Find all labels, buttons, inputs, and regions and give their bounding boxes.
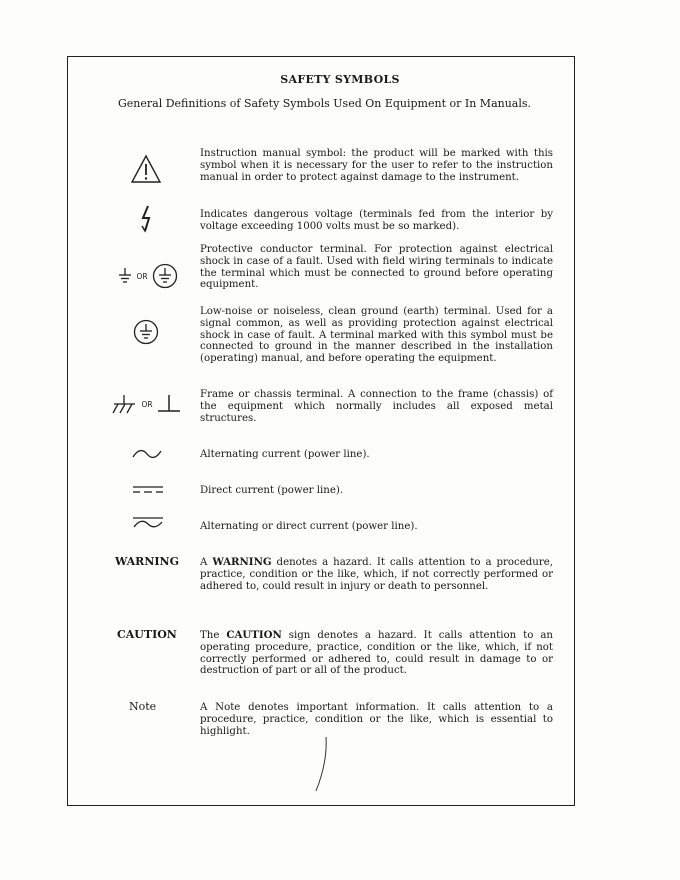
chassis-terminal-icon [157,393,181,415]
entry-text-protective-conductor: Protective conductor terminal. For protection against electrical shock in case of a fault. Used with field wiring terminals to indicate the terminal which must be connected to ground before operating equipment. [200,244,553,291]
caution-text: The CAUTION sign denotes a hazard. It calls attention to an operating procedure, practice, condition or the like, which, if not correctly performed or adhered to, could result in damage to or destruction of part or all of the product. [200,629,553,677]
entry-text-clean-ground: Low-noise or noiseless, clean ground (earth) terminal. Used for a signal common, as well as providing protection against electrical shock in case of fault. A terminal marked with this symbol must be connected to ground in the manner described in the installation (operating) manual, and before operating the equipment. [200,306,553,365]
entry-text-dangerous-voltage: Indicates dangerous voltage (terminals fed from the interior by voltage exceeding 1000 volts must be so marked). [200,209,553,232]
page-subtitle: General Definitions of Safety Symbols Used On Equipment or In Manuals. [118,97,532,110]
entry-text-chassis-terminal: Frame or chassis terminal. A connection to the frame (chassis) of the equipment which normally includes all exposed metal structures. [200,389,553,424]
warning-label: WARNING [115,555,179,568]
dc-icon [130,482,166,496]
page-title: SAFETY SYMBOLS [280,73,400,86]
protective-earth-symbol [112,262,184,290]
note-label: Note [129,700,157,713]
entry-text-ac: Alternating current (power line). [200,449,370,460]
note-text: A Note denotes important information. It calls attention to a procedure, practice, condition or the like, which is essential to highlight. [200,702,553,737]
pen-stroke-mark [308,735,332,795]
or-label: OR [136,271,148,281]
warning-text: A WARNING denotes a hazard. It calls attention to a procedure, practice, condition or the like, which, if not correctly performed or adhered to, could result in injury or death to personnel. [200,556,553,592]
caution-label: CAUTION [117,628,177,641]
entry-text-dc: Direct current (power line). [200,485,344,496]
protective-earth-icon [152,263,178,289]
ac-icon [130,446,164,462]
chassis-terminal-symbol [108,392,184,416]
lightning-bolt-icon [136,204,156,234]
ground-icon [118,267,132,285]
clean-ground-icon [132,318,160,346]
ac-dc-icon [130,514,166,532]
warning-triangle-icon [128,152,164,186]
or-label: OR [141,399,153,409]
entry-text-instruction-manual: Instruction manual symbol: the product will be marked with this symbol when it is necessary for the user to refer to the instruction manual in order to protect against damage to the instrument. [200,148,553,183]
entry-text-ac-dc: Alternating or direct current (power line). [200,521,418,532]
frame-terminal-icon [111,393,137,415]
